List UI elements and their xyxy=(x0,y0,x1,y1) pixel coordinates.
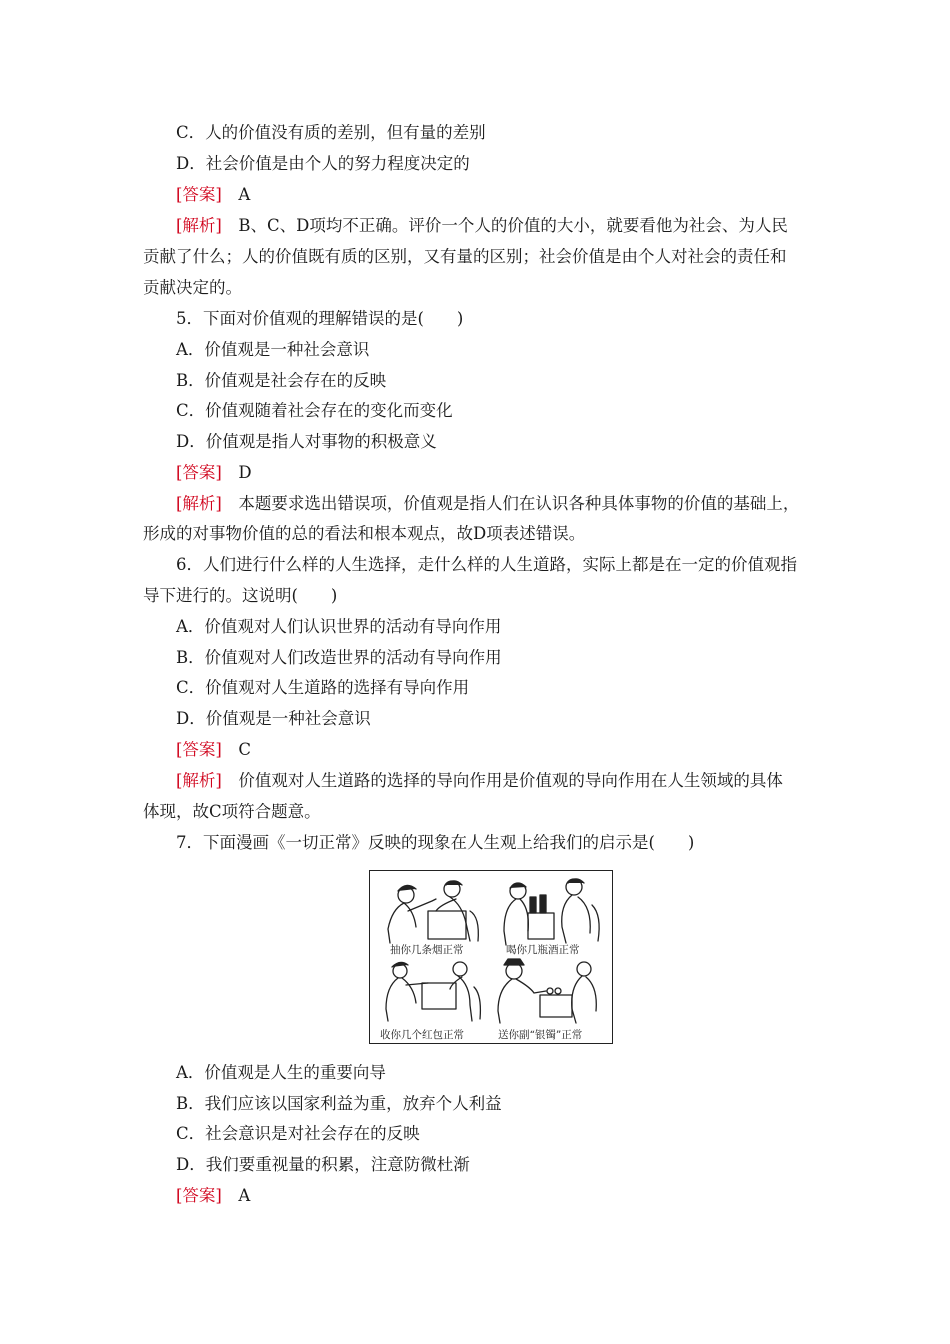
cartoon-caption-4: 送你副“银镯”正常 xyxy=(498,1029,583,1041)
cartoon-illustration xyxy=(369,870,613,1044)
q4-option-c: C．人的价值没有质的差别，但有量的差别 xyxy=(176,123,486,142)
answer-value: D xyxy=(238,463,252,482)
q5-analysis-line-1 xyxy=(176,493,799,515)
q4-analysis-line-3: 贡献决定的。 xyxy=(143,278,242,297)
q4-analysis-line-1 xyxy=(176,215,788,237)
cartoon-caption-3: 收你几个红包正常 xyxy=(380,1029,464,1041)
cartoon-caption-2: 喝你几瓶酒正常 xyxy=(506,944,580,956)
q5-stem: 5．下面对价值观的理解错误的是( ) xyxy=(176,309,464,328)
answer-tag: [答案] xyxy=(176,185,222,204)
analysis-tag: [解析] xyxy=(176,771,222,790)
answer-tag: [答案] xyxy=(176,740,222,759)
q4-answer xyxy=(176,184,250,206)
q5-option-c: C．价值观随着社会存在的变化而变化 xyxy=(176,401,453,420)
q6-option-d: D．价值观是一种社会意识 xyxy=(176,709,371,728)
q6-answer xyxy=(176,739,251,761)
q7-option-a: A．价值观是人生的重要向导 xyxy=(176,1063,386,1082)
answer-tag: [答案] xyxy=(176,1186,222,1205)
answer-value: A xyxy=(238,1186,251,1205)
analysis-text: B、C、D项均不正确。评价一个人的价值的大小，就要看他为社会、为人民 xyxy=(238,216,788,235)
q7-option-c: C．社会意识是对社会存在的反映 xyxy=(176,1124,420,1143)
analysis-tag: [解析] xyxy=(176,216,222,235)
q6-stem-line-2: 导下进行的。这说明( ) xyxy=(143,586,338,605)
q6-analysis-line-1 xyxy=(176,770,783,792)
q7-answer xyxy=(176,1185,250,1207)
answer-value: A xyxy=(238,185,251,204)
analysis-tag: [解析] xyxy=(176,494,222,513)
cartoon-caption-1: 抽你几条烟正常 xyxy=(390,944,464,956)
q5-option-a: A．价值观是一种社会意识 xyxy=(176,340,370,359)
q7-stem: 7．下面漫画《一切正常》反映的现象在人生观上给我们的启示是( ) xyxy=(176,833,695,852)
analysis-text: 价值观对人生道路的选择的导向作用是价值观的导向作用在人生领域的具体 xyxy=(238,771,783,790)
answer-tag: [答案] xyxy=(176,463,222,482)
q5-answer xyxy=(176,462,252,484)
q5-analysis-line-2: 形成的对事物价值的总的看法和根本观点，故D项表述错误。 xyxy=(143,524,586,543)
q6-option-a: A．价值观对人们认识世界的活动有导向作用 xyxy=(176,617,502,636)
analysis-text: 本题要求选出错误项，价值观是指人们在认识各种具体事物的价值的基础上， xyxy=(238,494,800,513)
answer-value: C xyxy=(238,740,251,759)
q5-option-d: D．价值观是指人对事物的积极意义 xyxy=(176,432,437,451)
q7-option-b: B．我们应该以国家利益为重，放弃个人利益 xyxy=(176,1094,502,1113)
q6-option-b: B．价值观对人们改造世界的活动有导向作用 xyxy=(176,648,502,667)
q5-option-b: B．价值观是社会存在的反映 xyxy=(176,371,387,390)
q6-option-c: C．价值观对人生道路的选择有导向作用 xyxy=(176,678,470,697)
q6-analysis-line-2: 体现，故C项符合题意。 xyxy=(143,802,321,821)
q4-analysis-line-2: 贡献了什么；人的价值既有质的区别，又有量的区别；社会价值是由个人对社会的责任和 xyxy=(143,247,787,266)
q4-option-d: D．社会价值是由个人的努力程度决定的 xyxy=(176,154,470,173)
q6-stem-line-1: 6．人们进行什么样的人生选择，走什么样的人生道路，实际上都是在一定的价值观指 xyxy=(176,555,797,574)
cartoon-drawing xyxy=(370,871,611,1042)
q7-option-d: D．我们要重视量的积累，注意防微杜渐 xyxy=(176,1155,470,1174)
